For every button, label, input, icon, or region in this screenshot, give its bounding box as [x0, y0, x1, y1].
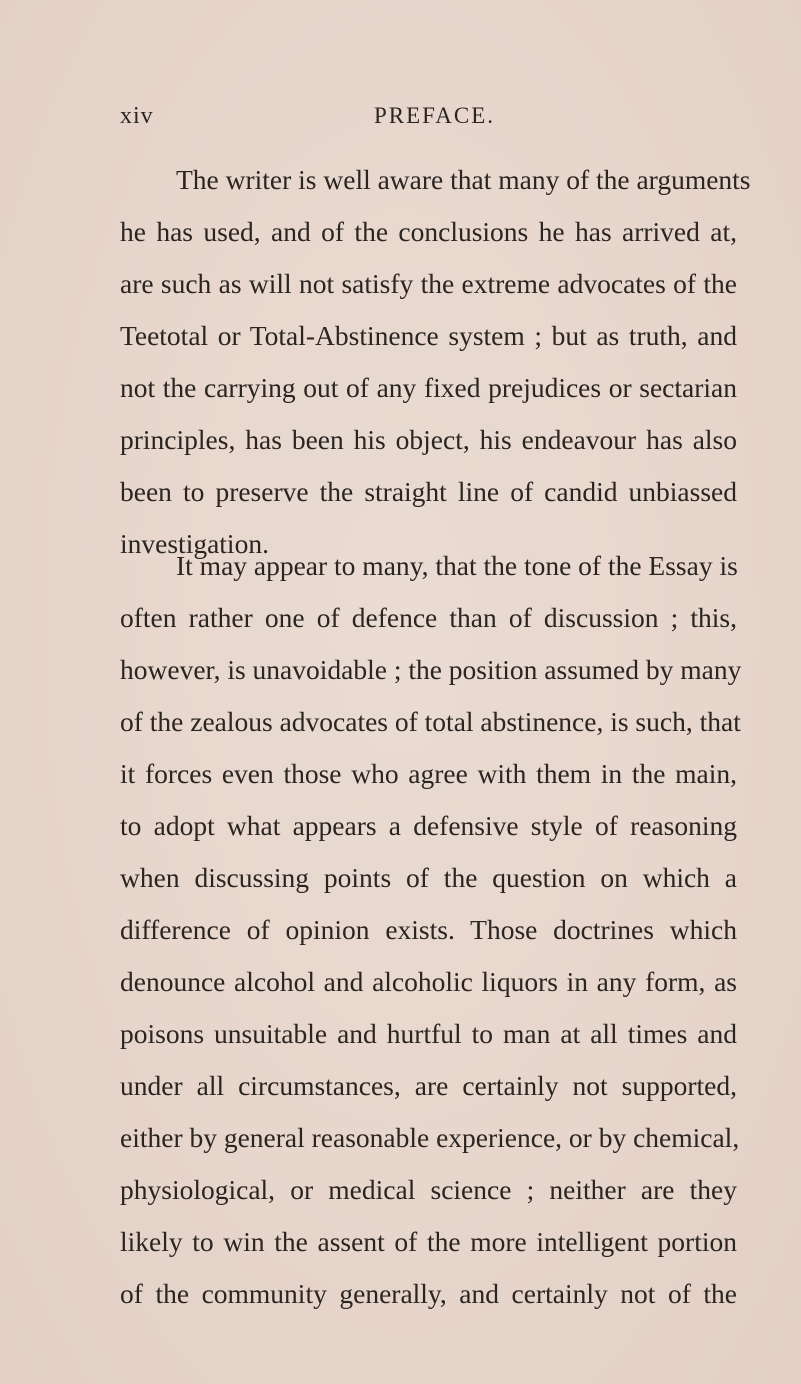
paragraph-2-line-14: likely to win the assent of the more intelligent portion: [120, 1226, 737, 1257]
paragraph-2-line-5: it forces even those who agree with them in the main,: [120, 758, 737, 789]
paragraph-1-line-6: principles, has been his object, his endeavour has also: [120, 424, 737, 455]
paragraph-1-line-3: are such as will not satisfy the extreme advocates of the: [120, 268, 737, 299]
paragraph-1-line-2: he has used, and of the conclusions he has arrived at,: [120, 216, 737, 247]
paragraph-2-line-12: either by general reasonable experience, or by chemical,: [120, 1122, 740, 1153]
paragraph-2-line-2: often rather one of defence than of discussion ; this,: [120, 602, 737, 633]
paragraph-2-line-11: under all circumstances, are certainly not supported,: [120, 1070, 737, 1101]
paragraph-2-line-8: difference of opinion exists. Those doctrines which: [120, 914, 737, 945]
paragraph-1-line-7: been to preserve the straight line of candid unbiassed: [120, 476, 737, 507]
running-title: PREFACE.: [374, 103, 496, 128]
paragraph-1-line-5: not the carrying out of any fixed prejudices or sectarian: [120, 372, 737, 403]
paragraph-1-line-4: Teetotal or Total-Abstinence system ; but as truth, and: [120, 320, 737, 351]
paragraph-2-line-7: when discussing points of the question on which a: [120, 862, 737, 893]
paragraph-1-line-8: investigation.: [120, 528, 269, 559]
page-header: [120, 103, 740, 139]
paragraph-2-line-3: however, is unavoidable ; the position assumed by many: [120, 654, 742, 685]
paragraph-2-line-10: poisons unsuitable and hurtful to man at all times and: [120, 1018, 737, 1049]
paragraph-2-line-9: denounce alcohol and alcoholic liquors in any form, as: [120, 966, 737, 997]
paragraph-2-line-6: to adopt what appears a defensive style of reasoning: [120, 810, 737, 841]
paragraph-2-line-4: of the zealous advocates of total abstinence, is such, that: [120, 706, 741, 737]
paragraph-2-line-1: It may appear to many, that the tone of the Essay is: [176, 550, 738, 581]
paragraph-2-line-13: physiological, or medical science ; neither are they: [120, 1174, 737, 1205]
paragraph-2-line-15: of the community generally, and certainly not of the: [120, 1278, 737, 1309]
page-number: xiv: [120, 103, 154, 129]
paragraph-1-line-1: The writer is well aware that many of the arguments: [176, 164, 751, 195]
